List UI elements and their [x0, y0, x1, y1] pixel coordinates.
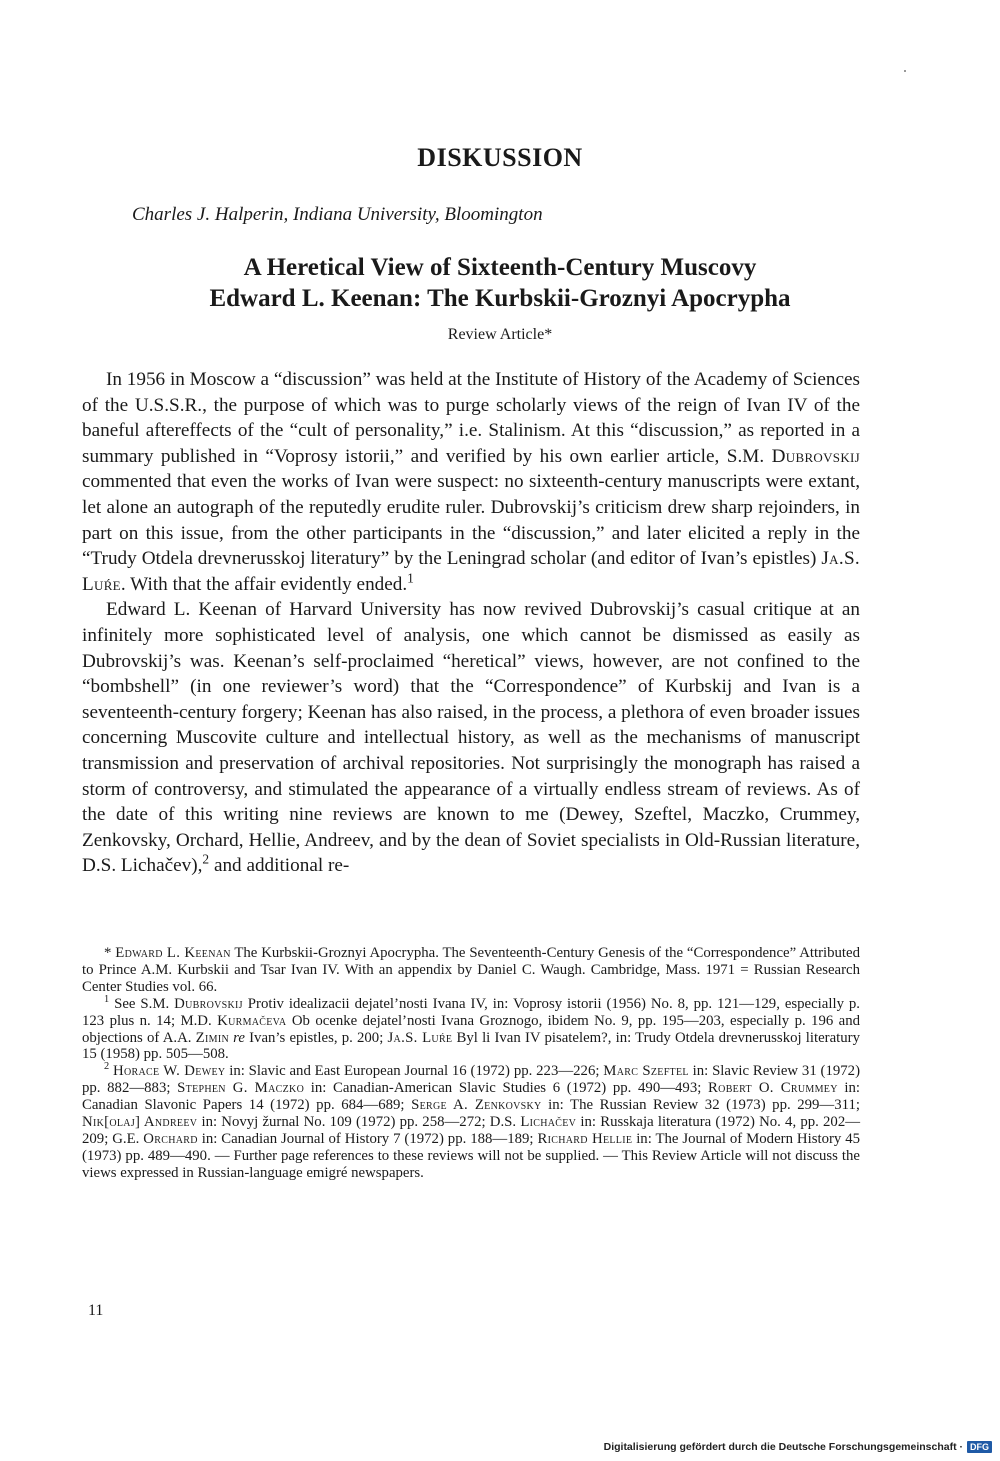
- author-name: Lichačev: [520, 1114, 577, 1131]
- section-title: DISKUSSION: [417, 143, 583, 172]
- author-name: Horace W. Dewey: [113, 1063, 226, 1080]
- author-name: Zimin: [195, 1029, 229, 1046]
- body-paragraph-2: [82, 597, 860, 879]
- footnote-text: The Kurbskii-Groznyi Apocrypha. The Seventeenth-Century Genesis of the “Correspondence” Attributed to Prince A.M. Kurbskii and Tsar Ivan IV. With an appendix by Daniel C. Waugh. Cambridge, Mass. 1971 = Russian Research Center Studies vol. 66.: [82, 945, 861, 995]
- body-text-run: commented that even the works of Ivan were suspect: no sixteenth-century manuscripts were extant, let alone an autograph of the reputedly erudite ruler. Dubrovskij’s criticism drew sharp rejoinders, in part on this issue, from the other participants in the “discussion,” and later elicited a reply in the “Trudy Otdela drevnerusskoj literatury” by the Leningrad scholar (and editor of Ivan’s epistles): [82, 471, 860, 570]
- footnote-star: [82, 945, 860, 996]
- author-name: Robert O. Crummey: [708, 1080, 838, 1097]
- footnote-text: in: The Russian Review 32 (1973) pp. 299—311;: [548, 1097, 860, 1114]
- footnote-text: in: Canadian Journal of History 7 (1972) pp. 188—189;: [201, 1130, 534, 1147]
- body-text-run: . With that the affair evidently ended.: [120, 573, 408, 595]
- author-name: Orchard: [143, 1130, 198, 1147]
- article-subtitle: Review Article*: [447, 326, 553, 343]
- footnote-mark: 2: [104, 1061, 110, 1073]
- footnote-text: Byl li Ivan IV pisatelem?, in: Trudy Otdela drevnerusskoj literatury 15 (1958) pp. 505—508.: [82, 1029, 861, 1063]
- author-name: Kurmačeva: [217, 1012, 287, 1029]
- author-name: Dubrovskij: [174, 995, 243, 1012]
- funding-footer: [604, 1441, 992, 1453]
- body-text-run: and additional re-: [209, 855, 350, 877]
- author-name: Dubrovskij: [771, 445, 860, 467]
- article-title-line-1: A Heretical View of Sixteenth-Century Muscovy: [243, 254, 757, 281]
- footnote-text: in: Canadian-American Slavic Studies 6 (1972) pp. 490—493;: [310, 1080, 702, 1097]
- page-number: 11: [88, 1302, 104, 1319]
- author-name: Ja.S. Luŕe: [387, 1029, 453, 1046]
- author-name: Richard Hellie: [537, 1130, 633, 1147]
- footnote-text: in: The Journal of Modern History 45 (1973) pp. 489—490. — Further page references to these reviews will not be supplied. — This Review Article will not discuss the views expressed in Russian-language emigré newspapers.: [82, 1130, 861, 1181]
- author-name: Marc Szeftel: [603, 1063, 689, 1080]
- footnote-mark: 1: [104, 993, 110, 1005]
- article-title-line-2: Edward L. Keenan: The Kurbskii-Groznyi Apocrypha: [209, 285, 791, 312]
- body-paragraph-1: [82, 367, 860, 597]
- author-name: Serge A. Zenkovsky: [411, 1097, 542, 1114]
- footnote-1: [82, 993, 861, 1064]
- body-text-run: In 1956 in Moscow a “discussion” was held at the Institute of History of the Academy of Sciences of the U.S.S.R., the purpose of which was to purge scholarly views of the reign of Ivan IV of the baneful aftereffects of the “cult of personality,” i.e. Stalinism. At this “discussion,” as reported in a summary published in “Voprosy istorii,” and verified by his own earlier article, S.M.: [82, 369, 861, 467]
- footnote-ref: 2: [202, 851, 210, 867]
- footnotes: [82, 945, 860, 1182]
- footnote-text: Ob ocenke dejatel’nosti Ivana Groznogo, ibidem No. 9, pp. 195—203, especially p. 196 and objections of A.A.: [82, 1012, 861, 1046]
- footnote-2: [82, 1063, 860, 1181]
- footnote-mark: *: [104, 945, 112, 961]
- author-name: Stephen G. Maczko: [177, 1080, 305, 1097]
- dfg-logo-icon: DFG: [967, 1441, 992, 1453]
- footnote-text: in: Slavic and East European Journal 16 (1972) pp. 223—226;: [229, 1063, 600, 1080]
- author-line: Charles J. Halperin, Indiana University, Bloomington: [132, 204, 543, 225]
- footnote-text: in: Novyj žurnal No. 109 (1972) pp. 258—272; D.S.: [201, 1114, 517, 1131]
- footnote-ref: 1: [407, 570, 414, 586]
- body-text: [82, 367, 860, 879]
- author-name: Nik[olaj] Andreev: [82, 1114, 198, 1131]
- footnote-text: Ivan’s epistles, p. 200;: [249, 1029, 384, 1046]
- footnote-text: in: Slavic Review 31 (1972) pp. 882—883;: [82, 1063, 861, 1097]
- funding-text: Digitalisierung gefördert durch die Deutsche Forschungsgemeinschaft ·: [603, 1441, 963, 1453]
- body-text-run: Edward L. Keenan of Harvard University has now revived Dubrovskij’s casual critique at an infinitely more sophisticated level of analysis, one which cannot be dismissed as easily as Dubrovskij’s was. Keenan’s self-proclaimed “heretical” views, however, are not confined to the “bombshell” (in one reviewer’s word) that the “Correspondence” of Kurbskij and Ivan is a seventeenth-century forgery; Keenan has also raised, in the process, a plethora of even broader issues concerning Muscovite culture and intellectual history, as well as the mechanisms of manuscript transmission and preservation of archival repositories. Not surprisingly the monograph has raised a storm of controversy, and stimulated the appearance of a virtually endless stream of reviews. As of the date of this writing nine reviews are known to me (Dewey, Szeftel, Maczko, Crummey, Zenkovsky, Orchard, Hellie, Andreev, and by the dean of Soviet specialists in Old-Russian literature, D.S. Lichačev),: [82, 599, 860, 877]
- footnote-text: Protiv idealizacii dejatel’nosti Ivana IV, in: Voprosy istorii (1956) No. 8, pp. 121—129, especially p. 123 plus n. 14; M.D.: [82, 995, 861, 1029]
- footnote-text: See S.M.: [114, 995, 170, 1012]
- footnote-italic: re: [233, 1029, 245, 1046]
- footnote-text: in: Canadian Slavonic Papers 14 (1972) pp. 684—689;: [82, 1080, 861, 1114]
- author-name: Edward L. Keenan: [115, 945, 231, 961]
- author-name: Ja.S. Luŕe: [82, 548, 861, 595]
- footnote-text: in: Russkaja literatura (1972) No. 4, pp. 202—209; G.E.: [82, 1114, 861, 1147]
- scan-artifact: [904, 70, 906, 72]
- article-title: [0, 252, 1000, 314]
